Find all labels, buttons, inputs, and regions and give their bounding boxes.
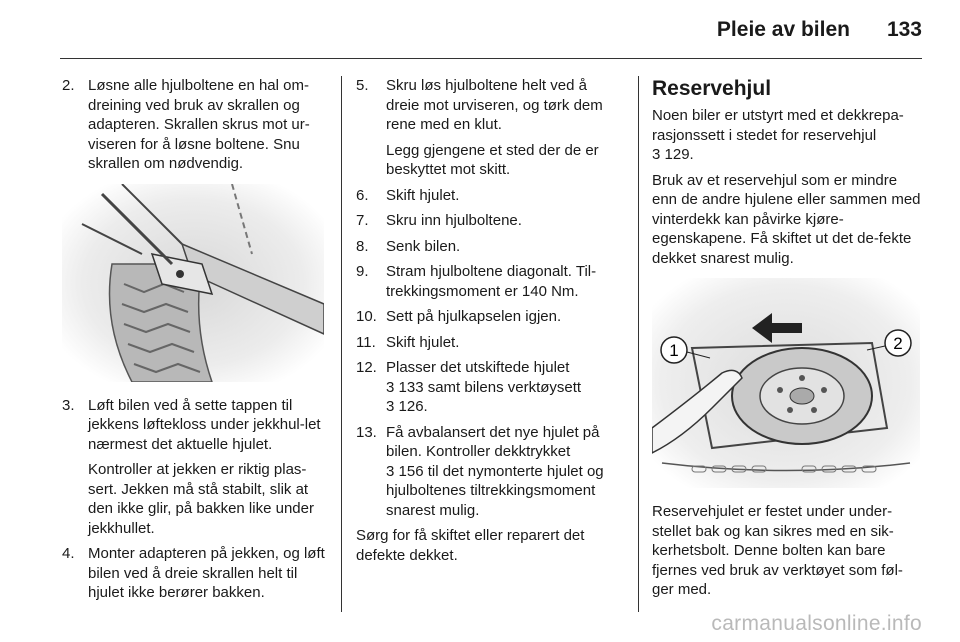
column-1	[62, 76, 326, 609]
step-10	[356, 307, 620, 327]
page-reference: 3 133 samt bilens verktøysett	[386, 378, 582, 396]
step-number: 13.	[356, 423, 377, 441]
page-reference: 3 126.	[386, 398, 428, 415]
column-2	[356, 76, 620, 571]
step-3	[62, 396, 326, 539]
step-text: Skift hjulet.	[386, 186, 460, 204]
paragraph: Reservehjulet er festet under under-stellet bak og kan sikres med en sik-kerhetsbolt. Denne bolten kan bare fjernes ved bruk av verktøyet som føl-ger med.	[652, 503, 903, 598]
step-note: Kontroller at jekken er riktig plas-sert. Jekken må stå stabilt, slik at den ikke glir, på bakken like under jekkhullet.	[88, 461, 314, 537]
step-note: Legg gjengene et sted der de er beskyttet mot skitt.	[386, 141, 599, 178]
step-text: Plasser det utskiftede hjulet	[386, 359, 570, 376]
page-number: 133	[886, 18, 922, 41]
closing-note: Sørg for få skiftet eller reparert det defekte dekket.	[356, 527, 585, 564]
header-title: Pleie av bilen	[716, 18, 850, 41]
column-rule-right	[638, 76, 639, 612]
spare-wheel-illustration	[652, 278, 920, 488]
step-text: Få avbalansert det nye hjulet på bilen. Kontroller dekktrykket	[386, 423, 600, 460]
step-8	[356, 237, 620, 257]
step-number: 11.	[356, 333, 376, 351]
header-rule	[60, 58, 922, 59]
step-text: Stram hjulboltene diagonalt. Til-trekkingsmoment er 140 Nm.	[386, 263, 597, 300]
step-6	[356, 186, 620, 206]
page-reference: 3 156 til det nymonterte hjulet og hjulboltenes tiltrekkingsmoment snarest mulig.	[386, 462, 604, 519]
column-rule-left	[341, 76, 342, 612]
paragraph-text: Noen biler er utstyrt med et dekkrepa-rasjonssett i stedet for reservehjul	[652, 107, 904, 144]
step-number: 9.	[356, 263, 369, 280]
svg-text:1: 1	[669, 341, 679, 360]
svg-text:2: 2	[893, 334, 903, 353]
step-number: 12.	[356, 359, 377, 376]
step-text: Skift hjulet.	[386, 333, 460, 351]
step-number: 2.	[62, 77, 75, 94]
paragraph: Bruk av et reservehjul som er mindre enn de andre hjulene eller sammen med vinterdekk kan påvirke kjøre-egenskapene. Få skiftet ut det de-fekte dekket snarest mulig.	[652, 171, 921, 267]
step-11	[356, 333, 620, 353]
step-2	[62, 76, 326, 174]
paragraph	[652, 106, 924, 165]
step-9	[356, 262, 620, 301]
step-7	[356, 211, 620, 231]
step-text: Sett på hjulkapselen igjen.	[386, 308, 562, 325]
step-text: Skru løs hjulboltene helt ved å dreie mot urviseren, og tørk dem rene med en klut.	[386, 77, 603, 133]
step-text: Senk bilen.	[386, 237, 461, 255]
step-number: 8.	[356, 237, 369, 255]
step-number: 6.	[356, 186, 369, 204]
step-number: 5.	[356, 77, 369, 94]
step-13	[356, 423, 620, 521]
page-reference: 3 129.	[652, 146, 694, 163]
step-4	[62, 544, 326, 603]
step-12	[356, 358, 620, 417]
watermark: carmanualsonline.info	[711, 612, 922, 635]
section-heading: Reservehjul	[652, 77, 772, 100]
step-text: Løsne alle hjulboltene en hal om-dreining ved bruk av skrallen og adapteren. Skrallen skrus mot ur-viseren for å løsne boltene. Snu skrallen om nødvendig.	[88, 77, 310, 172]
jack-illustration	[62, 184, 324, 382]
step-number: 7.	[356, 212, 369, 229]
step-text: Løft bilen ved å sette tappen til jekkens løftekloss under jekkhul-let nærmest det aktuelle hjulet.	[88, 396, 321, 453]
step-number: 10.	[356, 308, 377, 325]
step-number: 4.	[62, 545, 75, 562]
step-number: 3.	[62, 396, 75, 414]
column-3	[652, 76, 924, 606]
step-5	[356, 76, 620, 180]
step-text: Skru inn hjulboltene.	[386, 212, 522, 229]
step-text: Monter adapteren på jekken, og løft bilen ved å dreie skrallen helt til hjulet ikke berører bakken.	[88, 545, 325, 601]
